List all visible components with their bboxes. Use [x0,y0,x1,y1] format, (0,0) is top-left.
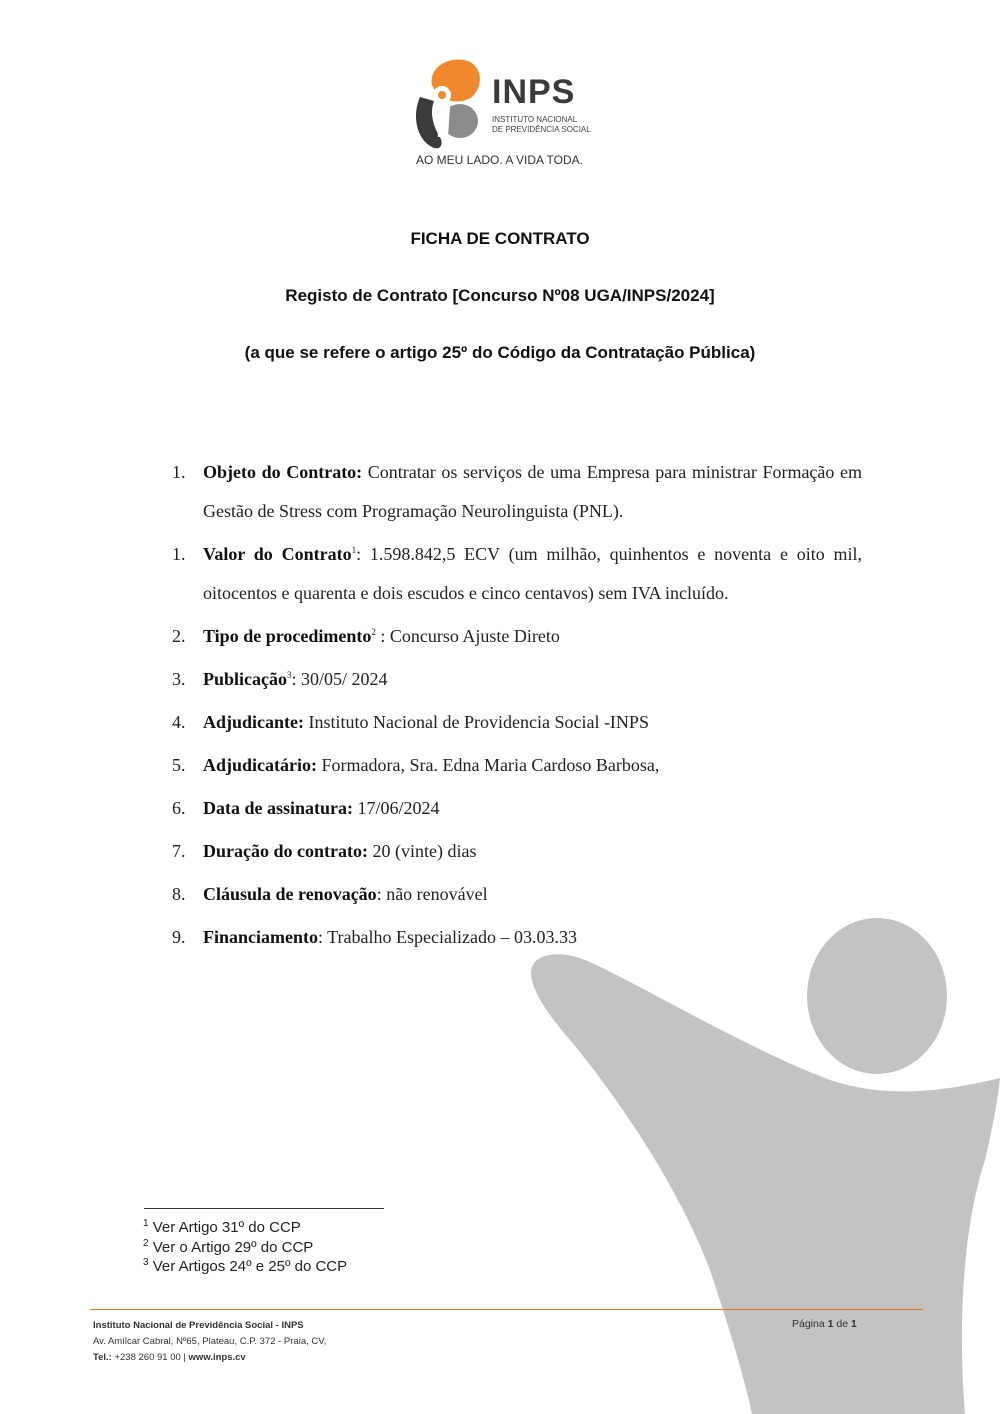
item-text: : não renovável [376,884,488,904]
item-label: Adjudicatário: [203,755,317,775]
item-number: 5. [172,755,186,775]
list-item [172,918,862,957]
footer-org-name: Instituto Nacional de Previdência Social - INPS [93,1320,304,1331]
footnote [143,1257,347,1277]
logo-name: INPS [492,73,576,111]
item-label: Tipo de procedimento [203,626,372,646]
footer-divider [90,1309,923,1310]
logo-tagline: AO MEU LADO. A VIDA TODA. [416,153,583,167]
item-label: Duração do contrato: [203,841,368,861]
item-number: 7. [172,841,186,861]
inps-logo [410,55,610,175]
item-text: 20 (vinte) dias [367,841,477,861]
item-number: 8. [172,884,186,904]
item-number: 9. [172,927,186,947]
item-text: Instituto Nacional de Providencia Social -INPS [304,712,649,732]
document-subtitle: Registo de Contrato [Concurso Nº08 UGA/INPS/2024] [285,286,715,305]
footnote-ref: 2 [371,627,376,637]
list-item [172,660,862,699]
item-label: Data de assinatura: [203,798,354,818]
item-number: 2. [172,626,186,646]
footnote-ref: 3 [287,670,292,680]
item-label: Cláusula de renovação [203,884,377,904]
list-item [172,535,862,613]
page-number-total: 1 [850,1318,857,1330]
document-title: FICHA DE CONTRATO [410,229,590,248]
item-text: 17/06/2024 [353,798,440,818]
item-text: : Concurso Ajuste Direto [375,626,560,646]
inps-logo-mark-icon [410,55,490,155]
footer-address: Av. Amílcar Cabral, Nº65, Plateau, C.P. 372 - Praia, CV, [93,1336,327,1347]
item-label: Publicação [203,669,287,689]
item-label: Valor do Contrato [203,544,352,564]
footnote-mark: 1 [143,1218,149,1229]
footnote-text: Ver o Artigo 29º do CCP [148,1238,314,1256]
footer-tel-label: Tel.: [93,1352,112,1363]
list-item [172,746,862,785]
item-text: : Trabalho Especializado – 03.03.33 [318,927,577,947]
footnote-text: Ver Artigo 31º do CCP [148,1219,301,1236]
footnote [143,1218,347,1238]
item-number: 1. [172,462,186,482]
document-reference: (a que se refere o artigo 25º do Código da Contratação Pública) [244,343,756,362]
list-item [172,703,862,742]
item-number: 6. [172,798,186,818]
list-item [172,617,862,656]
footer-website-link[interactable]: www.inps.cv [188,1352,246,1363]
list-item [172,875,862,914]
item-label: Adjudicante: [203,712,305,732]
item-text: Formadora, Sra. Edna Maria Cardoso Barbosa, [317,755,660,775]
item-label: Objeto do Contrato: [203,462,363,482]
footer-tel: +238 260 91 00 | [111,1352,189,1363]
footnote [143,1238,347,1258]
page-number [792,1318,857,1330]
list-item [172,789,862,828]
item-number: 3. [172,669,186,689]
item-text: Contratar os serviços de uma Empresa para ministrar Formação em Gestão de Stress com Programação Neurolinguista (PNL). [203,462,863,521]
logo-subtitle-line-1: INSTITUTO NACIONAL [492,115,578,124]
list-item [172,453,862,531]
footnote-divider [144,1208,384,1209]
contract-items-list [172,453,862,957]
logo-subtitle [492,115,591,135]
item-text: : 1.598.842,5 ECV (um milhão, quinhentos e noventa e oito mil, oitocentos e quarenta e dois escudos e cinco centavos) sem IVA incluído. [203,544,862,603]
page-footer [93,1318,326,1366]
footnote-mark: 3 [143,1257,149,1268]
footnote-mark: 2 [143,1237,149,1249]
item-number: 1. [172,544,186,564]
page-number-mid: de [833,1318,851,1330]
item-text: : 30/05/ 2024 [291,669,388,689]
logo-subtitle-line-2: DE PREVIDÊNCIA SOCIAL [492,125,591,134]
list-item [172,832,862,871]
footer-contact [93,1350,326,1366]
page-number-current: 1 [827,1318,834,1330]
footnote-text: Ver Artigos 24º e 25º do CCP [148,1258,348,1275]
footnotes [143,1218,347,1277]
footnote-ref: 1 [351,545,357,555]
page-number-prefix: Página [792,1318,828,1330]
item-number: 4. [172,712,186,732]
item-label: Financiamento [203,927,318,947]
